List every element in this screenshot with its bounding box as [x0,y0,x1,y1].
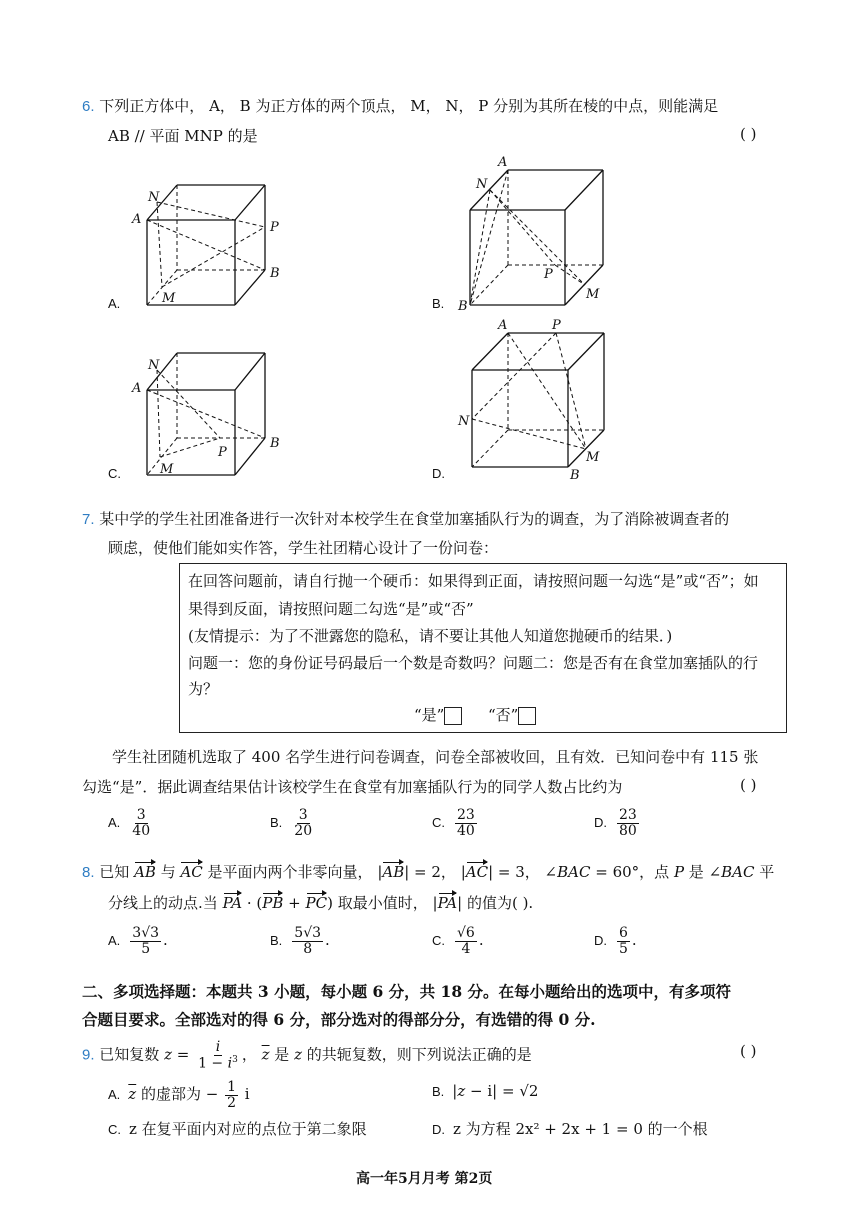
section2-line1: 二、多项选择题：本题共 3 小题，每小题 6 分，共 18 分。在每小题给出的选项中，有多项符 [82,982,732,1001]
cube-figure-c [100,345,320,485]
questionnaire-line5: 为？ [188,680,219,698]
questionnaire-line3: (友情提示：为了不泄露您的隐私，请不要让其他人知道您抛硬币的结果．) [188,627,673,645]
q6-option-a: A. [108,296,121,311]
svg-text:A: A [498,155,508,170]
page-footer: 高一年5月月考 第2页 [356,1171,493,1187]
svg-text:P: P [552,318,561,333]
section2-line2: 合题目要求。全部选对的得 6 分，部分选对的得部分分，有选错的得 0 分. [82,1010,596,1029]
q9-answer-paren: ( ) [740,1042,757,1060]
questionnaire-line4: 问题一：您的身份证号码最后一个数是奇数吗？问题二：您是否有在食堂加塞插队的行 [188,654,759,672]
questionnaire-line2: 果得到反面，请按照问题二勾选“是”或“否” [188,600,474,618]
q8-number: 8. [82,864,95,881]
q7-option-d: D. $\frac{23}{80}$ [594,807,637,839]
cube-figure-b [440,150,640,315]
q9-option-d: D. z 为方程 2x² + 2x + 1 = 0 的一个根 [432,1120,708,1138]
q8-option-b: B. $\frac{5√3}{8}$ . [270,925,330,957]
no-label: “否” [488,706,519,724]
q6-option-b: B. [432,296,445,311]
svg-text:B: B [270,266,280,281]
svg-text:B: B [270,436,280,451]
q7-number: 7. [82,511,95,528]
svg-text:M: M [160,462,174,477]
svg-text:P: P [270,220,279,235]
q7-answer-paren: ( ) [740,776,757,794]
svg-text:P: P [544,267,553,282]
svg-text:B: B [570,468,580,483]
q7-text3: 学生社团随机选取了 400 名学生进行问卷调查，问卷全部被收回，且有效．已知问卷中有 115 张 [112,748,759,766]
svg-text:P: P [218,445,227,460]
svg-text:N: N [476,177,488,192]
q9-option-b: B. |z − i| = √2 [432,1082,539,1100]
answer-no [488,704,536,725]
svg-text:N: N [148,190,160,205]
q7-option-a: A. $\frac{3}{40}$ [108,807,151,839]
svg-text:A: A [132,381,142,396]
q7-line1 [82,508,729,529]
svg-text:M: M [586,450,600,465]
q7-text1: 某中学的学生社团准备进行一次针对本校学生在食堂加塞插队行为的调查，为了消除被调查者的 [99,510,730,528]
svg-text:N: N [148,358,160,373]
yes-label: “是” [414,706,445,724]
q6-text2: AB // 平面 MNP 的是 [108,127,258,145]
q8-option-c: C. $\frac{√6}{4}$ . [432,925,484,957]
q8-line1: 8. 已知 AB 与 AC 是平面内两个非零向量， |AB| = 2， |AC| = 3， ∠BAC = 60°，点 P 是 ∠BAC 平 [82,863,775,881]
q7-text4: 勾选“是”．据此调查结果估计该校学生在食堂有加塞插队行为的同学人数占比约为 [82,778,623,796]
q6-option-c: C. [108,466,121,481]
q7-option-b: B. $\frac{3}{20}$ [270,807,313,839]
q6-number: 6. [82,98,95,115]
svg-text:A: A [498,318,508,333]
q9-option-a: A. $\overline{z}$ 的虚部为 − $\frac{1}{2}$ i [108,1079,250,1111]
q8-option-a: A. $\frac{3√3}{5}$ . [108,925,168,957]
q8-line2: 分线上的动点.当 PA · (PB + PC) 取最小值时， |PA| 的值为( ). [108,894,534,912]
svg-text:N: N [458,414,470,429]
cube-figure-d [440,315,640,485]
svg-text:M: M [162,291,176,306]
q7-option-c: C. $\frac{23}{40}$ [432,807,475,839]
q6-answer-paren: ( ) [740,125,757,143]
svg-text:B: B [458,299,468,314]
q9-number: 9. [82,1046,95,1064]
q6-option-d: D. [432,466,445,481]
q9-line1: 9. 已知复数 z = $\frac{i}{1 - i^3}$ ， $\overline{z}$ 是 z 的共轭复数，则下列说法正确的是 [82,1039,532,1072]
no-checkbox[interactable] [518,707,536,725]
cube-figure-a [100,175,320,315]
answer-yes [414,704,462,725]
svg-text:M: M [586,287,600,302]
q6-text1: 下列正方体中， A， B 为正方体的两个顶点， M， N， P 分别为其所在棱的中点，则能满足 [99,97,719,115]
q7-text2: 顾虑，使他们能如实作答，学生社团精心设计了一份问卷： [108,539,499,557]
q8-option-d: D. $\frac{6}{5}$ . [594,925,637,957]
svg-text:A: A [132,212,142,227]
yes-checkbox[interactable] [444,707,462,725]
questionnaire-line1: 在回答问题前，请自行抛一个硬币：如果得到正面，请按照问题一勾选“是”或“否”；如 [188,572,759,590]
q6-line1 [82,95,718,116]
q9-option-c: C. z 在复平面内对应的点位于第二象限 [108,1120,367,1138]
